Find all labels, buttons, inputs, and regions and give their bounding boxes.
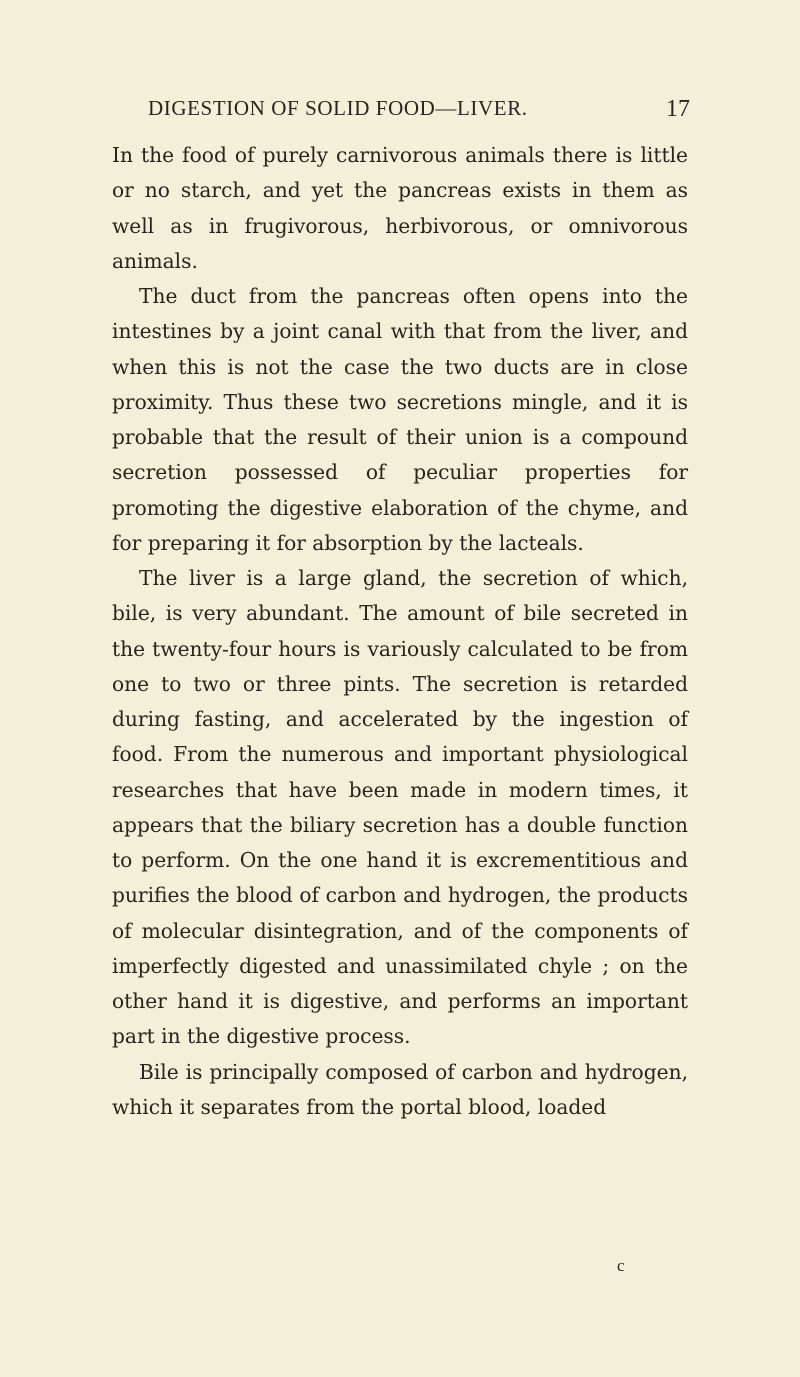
paragraph-bile-composition: Bile is principally composed of carbon and hydrogen, which it separates from the portal blood, loaded [112,1059,688,1119]
page-number: 17 [666,96,690,122]
chapter-title: DIGESTION OF SOLID FOOD—LIVER. [148,96,528,120]
running-head [148,96,688,130]
body-text [112,138,688,1125]
printer-signature: c [617,1256,625,1275]
paragraph-pancreatic-duct: The duct from the pancreas often opens into the intestines by a joint canal with that from the liver, and when this is not the case the two ducts are in close proximity. Thus these two secretions mingle, and it is probable that the result of their union is a compound secretion possessed of peculiar properties for promoting the digestive elaboration of the chyme, and for preparing it for absorption by the lacteals. [112,284,688,555]
paragraph-liver-bile: The liver is a large gland, the secretion of which, bile, is very abundant. The amount of bile secreted in the twenty-four hours is variously calculated to be from one to two or three pints. The secretion is retarded during fasting, and accelerated by the ingestion of food. From the numerous and important physiological researches that have been made in modern times, it appears that the biliary secretion has a double function to perform. On the one hand it is excrementitious and purifies the blood of carbon and hydrogen, the products of molecular disintegration, and of the components of imperfectly digested and unassimilated chyle ; on the other hand it is digestive, and performs an important part in the digestive process. [112,566,688,1049]
paragraph-carnivorous-pancreas: In the food of purely carnivorous animals there is little or no starch, and yet the pancreas exists in them as well as in frugivorous, herbivorous, or omnivorous animals. [112,143,688,273]
